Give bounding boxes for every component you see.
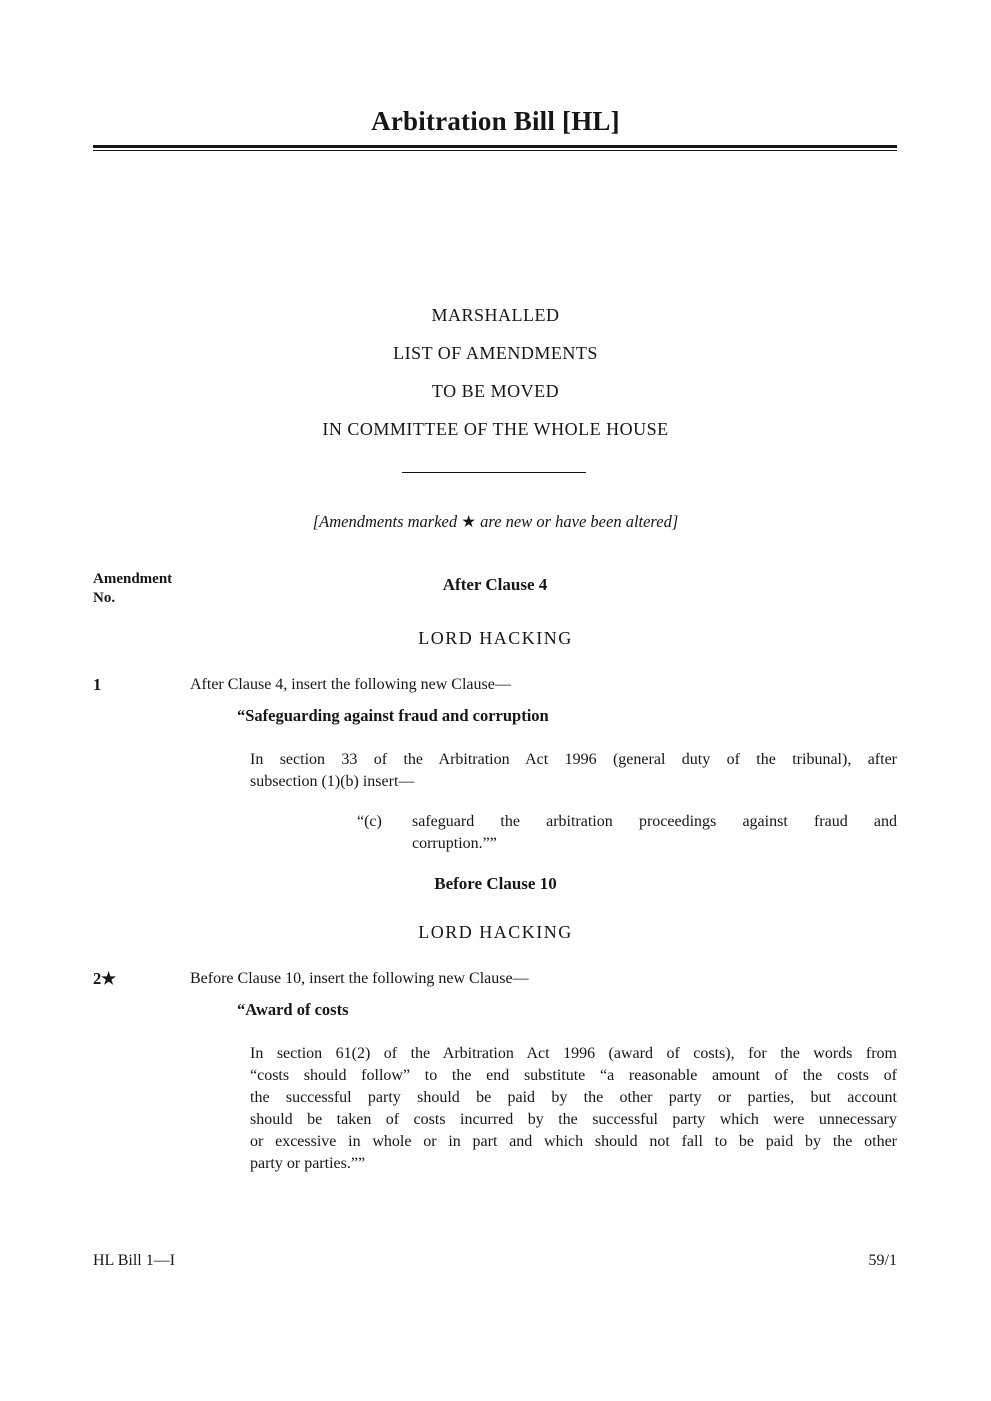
preamble-headings — [0, 296, 991, 448]
text-line: corruption.”” — [412, 835, 497, 852]
amendment-no-label — [93, 570, 172, 608]
amendment-1 — [93, 674, 897, 855]
amendment-1-number — [93, 674, 101, 696]
text-line: IN COMMITTEE OF THE WHOLE HOUSE — [322, 419, 669, 439]
subclause-c-text — [412, 811, 897, 855]
text-line: subsection (1)(b) insert— — [250, 773, 415, 790]
place-heading-before-clause-10: Before Clause 10 — [434, 874, 557, 893]
rule-thin-line — [93, 150, 897, 151]
amendment-1-subclause — [357, 811, 897, 855]
amendment-no-label-line2: No. — [93, 590, 116, 606]
amendment-2-clause-title: “Award of costs — [237, 1000, 349, 1019]
title-double-rule — [93, 145, 897, 151]
amendment-1-lead: After Clause 4, insert the following new Clause— — [190, 676, 511, 693]
amendment-1-number-text: 1 — [93, 675, 102, 694]
text-line: LIST OF AMENDMENTS — [393, 343, 598, 363]
text-line: In section 61(2) of the Arbitration Act 1996 (award of costs), for the words from — [250, 1045, 897, 1062]
mover-name-2: LORD HACKING — [418, 922, 573, 942]
amendment-1-body — [190, 674, 897, 855]
subclause-c-label: “(c) — [357, 813, 382, 830]
place-heading-after-clause-4: After Clause 4 — [442, 575, 548, 594]
text-line: or excessive in whole or in part and which should not fall to be paid by the other — [250, 1133, 897, 1150]
text-line: the successful party should be paid by the other party or parties, but account — [250, 1089, 897, 1106]
amendment-no-label-line1: Amendment — [93, 571, 173, 587]
amendment-2-number — [93, 968, 116, 990]
amendment-2-lead: Before Clause 10, insert the following new Clause— — [190, 970, 529, 987]
footer-page-number: 59/1 — [868, 1252, 897, 1269]
text-line: party or parties.”” — [250, 1155, 366, 1172]
amendment-1-paragraph — [250, 749, 897, 793]
text-line: should be taken of costs incurred by the successful party which were unnecessary — [250, 1111, 897, 1128]
text-line: MARSHALLED — [431, 305, 560, 325]
amendment-2-body — [190, 968, 897, 1175]
text-line: In section 33 of the Arbitration Act 1996 (general duty of the tribunal), after — [250, 751, 897, 768]
text-line: “costs should follow” to the end substitute “a reasonable amount of the costs of — [250, 1067, 897, 1084]
text-line: safeguard the arbitration proceedings against fraud and — [412, 813, 897, 830]
amendment-2-star: ★ — [101, 969, 117, 988]
notice-suffix: are new or have been altered] — [476, 512, 679, 531]
page-title: Arbitration Bill [HL] — [371, 106, 620, 136]
amendment-2-paragraph — [250, 1043, 897, 1175]
amendment-number-header — [93, 570, 897, 606]
amendment-2 — [93, 968, 897, 1175]
rule-thick-line — [93, 145, 897, 148]
amendments-marked-notice — [0, 510, 991, 534]
mover-name-1: LORD HACKING — [418, 628, 573, 648]
amendment-1-clause-title: “Safeguarding against fraud and corruption — [237, 706, 549, 725]
star-icon: ★ — [461, 512, 477, 531]
notice-prefix: [Amendments marked — [312, 512, 462, 531]
amendment-2-number-text: 2 — [93, 969, 102, 988]
text-line: TO BE MOVED — [431, 381, 560, 401]
footer-bill-reference: HL Bill 1—I — [93, 1252, 176, 1269]
separator-rule — [402, 472, 586, 473]
